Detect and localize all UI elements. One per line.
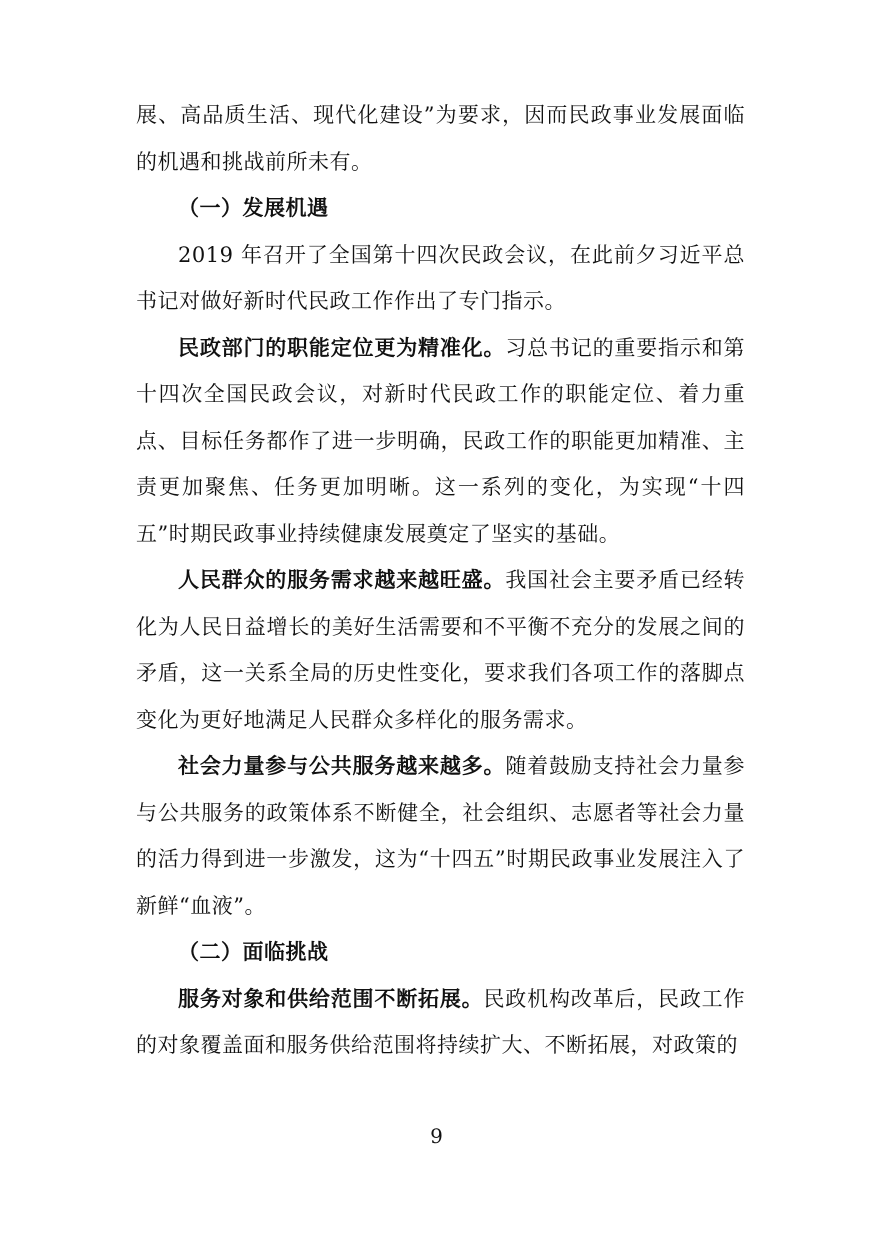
- paragraph: [136, 557, 745, 743]
- section-heading-2: [136, 929, 745, 976]
- paragraph-text: 2019 年召开了全国第十四次民政会议，在此前夕习近平总书记对做好新时代民政工作作出了专门指示。: [136, 242, 745, 313]
- paragraph-text: 我国社会主要矛盾已经转化为人民日益增长的美好生活需要和不平衡不充分的发展之间的矛盾，这一关系全局的历史性变化，要求我们各项工作的落脚点变化为更好地满足人民群众多样化的服务需求。: [136, 568, 746, 732]
- paragraph-lead: 人民群众的服务需求越来越旺盛。: [178, 567, 506, 592]
- paragraph-lead: 民政部门的职能定位更为精准化。: [178, 334, 506, 360]
- paragraph-text: 展、高品质生活、现代化建设”为要求，因而民政事业发展面临的机遇和挑战前所未有。: [136, 103, 745, 174]
- paragraph-lead: 服务对象和供给范围不断拓展。: [178, 985, 484, 1011]
- paragraph-continuation: [136, 92, 745, 185]
- paragraph-lead: 社会力量参与公共服务越来越多。: [178, 753, 506, 778]
- paragraph: [136, 232, 745, 325]
- paragraph: [136, 976, 745, 1069]
- page-number: 9: [430, 1124, 443, 1148]
- section-heading-text: （二）面临挑战: [178, 939, 329, 964]
- paragraph-text: 随着鼓励支持社会力量参与公共服务的政策体系不断健全，社会组织、志愿者等社会力量的活力得到进一步激发，这为“十四五”时期民政事业发展注入了新鲜“血液”。: [136, 754, 746, 918]
- paragraph-text: 习总书记的重要指示和第十四次全国民政会议，对新时代民政工作的职能定位、着力重点、目标任务都作了进一步明确，民政工作的职能更加精准、主责更加聚焦、任务更加明晰。这一系列的变化，为实现“十四五”时期民政事业持续健康发展奠定了坚实的基础。: [136, 335, 746, 546]
- section-heading-text: （一）发展机遇: [178, 195, 329, 220]
- paragraph: [136, 325, 745, 558]
- paragraph-text: 民政机构改革后，民政工作的对象覆盖面和服务供给范围将持续扩大、不断拓展，对政策的: [136, 986, 746, 1057]
- section-heading-1: [136, 185, 745, 232]
- paragraph: [136, 743, 745, 929]
